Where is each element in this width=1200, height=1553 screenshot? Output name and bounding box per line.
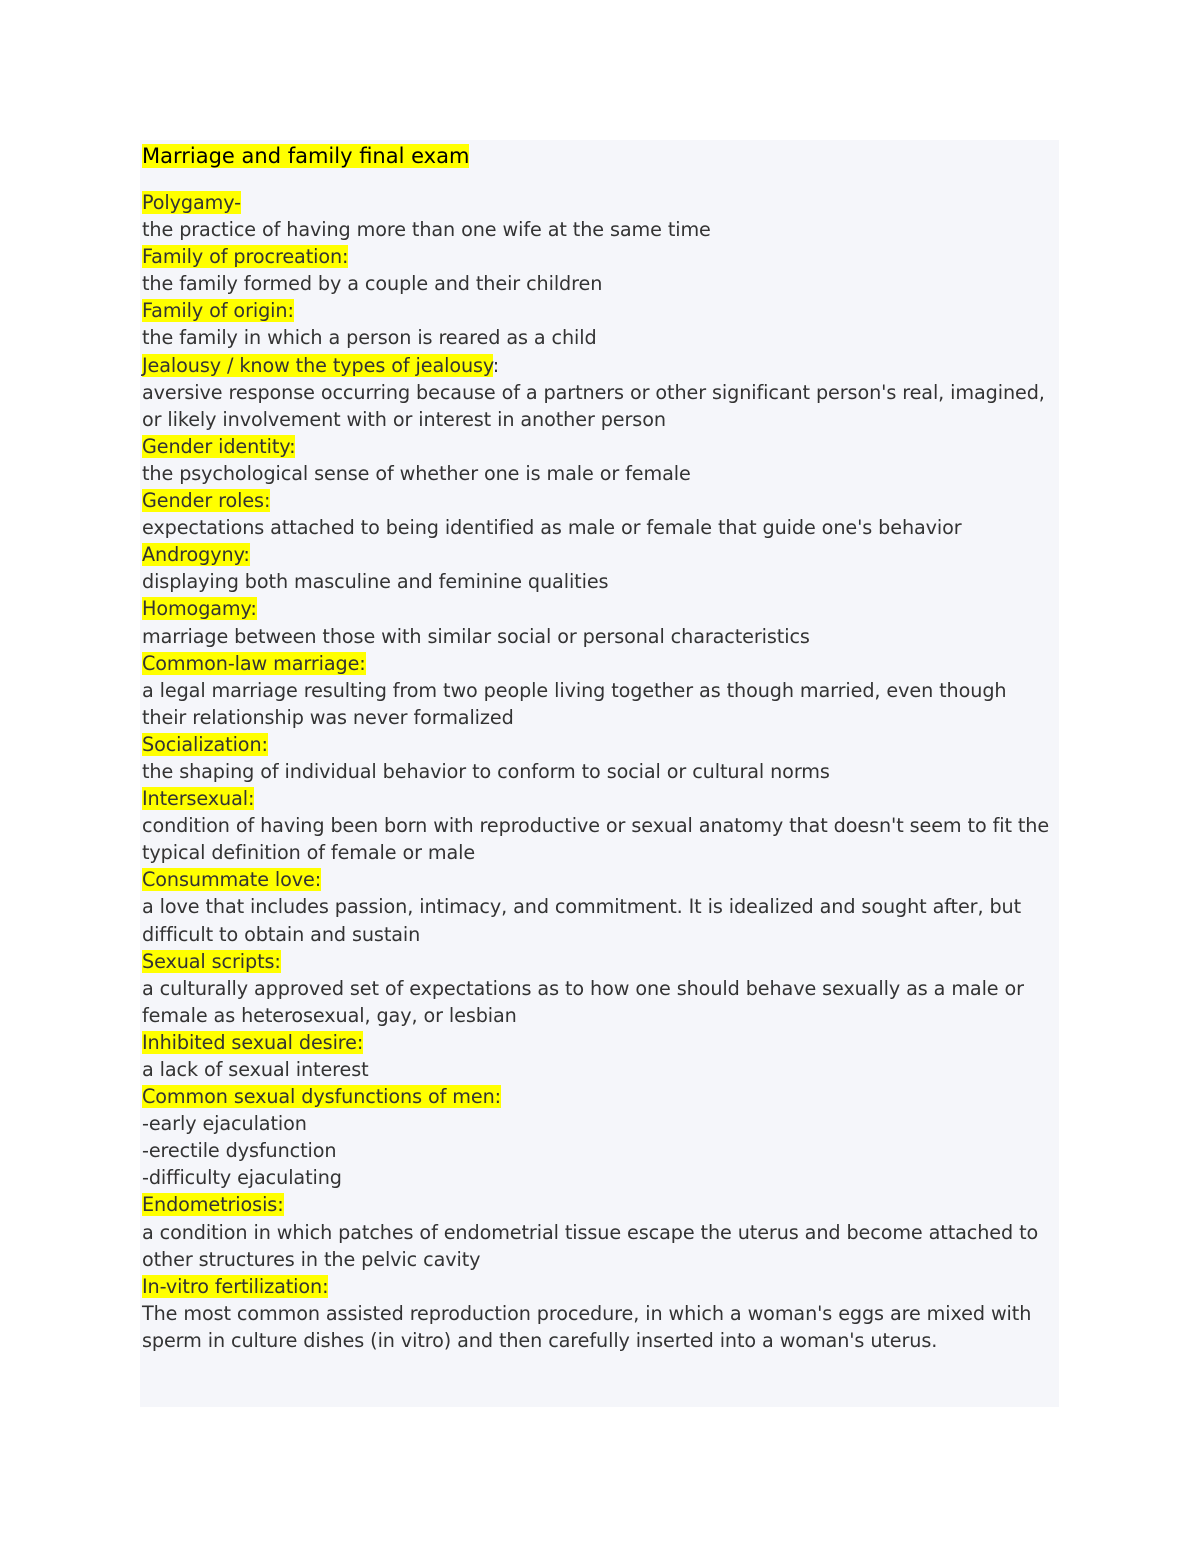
glossary-definition: -difficulty ejaculating	[142, 1166, 342, 1190]
glossary-term-text: Polygamy-	[142, 191, 241, 214]
document-title	[142, 140, 469, 172]
glossary-term	[142, 1273, 1052, 1300]
glossary-term	[142, 541, 1052, 568]
glossary-term	[142, 866, 1052, 893]
glossary-term-text: Endometriosis:	[142, 1193, 284, 1217]
glossary-term-text: Intersexual:	[142, 787, 255, 811]
glossary-term-text: In-vitro fertilization:	[142, 1274, 329, 1298]
glossary-term	[142, 595, 1052, 622]
glossary-term-text: Consummate love:	[142, 868, 322, 892]
glossary-term-suffix: :	[492, 353, 500, 377]
glossary-term-text: Inhibited sexual desire:	[142, 1030, 364, 1054]
glossary-definition: -early ejaculation	[142, 1112, 307, 1136]
glossary-definition: a legal marriage resulting from two people living together as though married, even though their relationship was never formalized	[142, 678, 1007, 729]
glossary-term-text: Gender identity:	[142, 434, 296, 458]
glossary-term	[142, 731, 1052, 758]
glossary-term-text: Gender roles:	[142, 489, 271, 513]
glossary-definition: displaying both masculine and feminine qualities	[142, 570, 609, 594]
glossary-term-text: Homogamy:	[142, 597, 257, 621]
glossary-term	[142, 189, 1052, 216]
glossary-definition: a lack of sexual interest	[142, 1058, 369, 1081]
document-title-text: Marriage and family final exam	[142, 144, 470, 168]
glossary-term	[142, 948, 1052, 975]
glossary-term	[142, 1191, 1052, 1218]
glossary-definition: the shaping of individual behavior to conform to social or cultural norms	[142, 759, 830, 783]
glossary-term	[142, 1029, 1052, 1056]
glossary-term	[142, 352, 1052, 379]
glossary-definition: condition of having been born with reproductive or sexual anatomy that doesn't seem to fit the typical definition of female or male	[142, 814, 1050, 865]
glossary-term-text: Family of origin:	[142, 299, 294, 323]
glossary-definition: a love that includes passion, intimacy, and commitment. It is idealized and sought after, but difficult to obtain and sustain	[142, 895, 1022, 946]
glossary-definition: The most common assisted reproduction procedure, in which a woman's eggs are mixed with sperm in culture dishes (in vitro) and then carefully inserted into a woman's uterus.	[142, 1301, 1032, 1352]
glossary-term-text: Androgyny:	[142, 543, 250, 567]
glossary-definition: expectations attached to being identified as male or female that guide one's behavior	[142, 516, 962, 540]
glossary-definition: a condition in which patches of endometrial tissue escape the uterus and become attached to other structures in the pelvic cavity	[142, 1220, 1039, 1271]
glossary-term	[142, 650, 1052, 677]
glossary-definition: marriage between those with similar social or personal characteristics	[142, 624, 810, 648]
glossary-term	[142, 785, 1052, 812]
glossary-definition: the family formed by a couple and their children	[142, 272, 603, 296]
glossary-definition: the family in which a person is reared as a child	[142, 326, 597, 350]
glossary-term-text: Socialization:	[142, 732, 268, 756]
glossary-term	[142, 243, 1052, 270]
glossary-term	[142, 1083, 1052, 1110]
glossary-term-text: Jealousy / know the types of jealousy	[142, 353, 493, 377]
glossary-term-text: Common-law marriage:	[142, 651, 366, 675]
glossary-definition: -erectile dysfunction	[142, 1139, 337, 1163]
glossary-term-text: Family of procreation:	[142, 245, 349, 269]
glossary-definition: a culturally approved set of expectations as to how one should behave sexually as a male or female as heterosexual, gay, or lesbian	[142, 976, 1024, 1027]
glossary-term	[142, 433, 1052, 460]
glossary-list	[142, 189, 1052, 1354]
glossary-term	[142, 487, 1052, 514]
glossary-definition: the practice of having more than one wife at the same time	[142, 218, 711, 242]
glossary-term	[142, 297, 1052, 324]
glossary-definition: aversive response occurring because of a partners or other significant person's real, imagined, or likely involvement with or interest in another person	[142, 380, 1045, 431]
glossary-term-text: Common sexual dysfunctions of men:	[142, 1085, 502, 1109]
glossary-definition: the psychological sense of whether one is male or female	[142, 461, 691, 485]
glossary-term-text: Sexual scripts:	[142, 949, 281, 973]
